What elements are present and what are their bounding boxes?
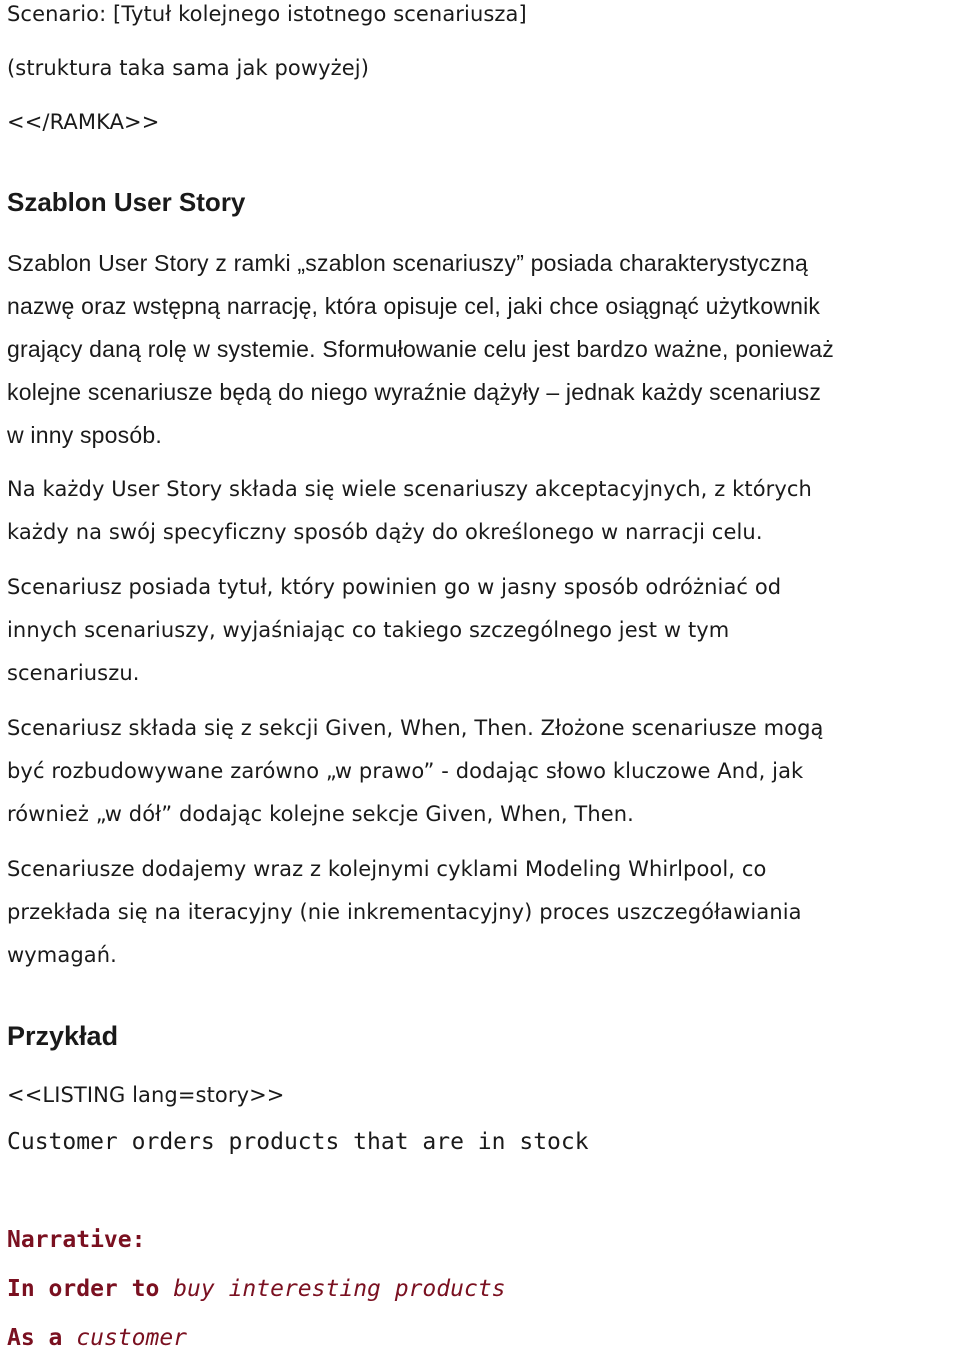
as-a-keyword: As a <box>7 1325 63 1351</box>
story-title: Customer orders products that are in stock <box>7 1129 589 1155</box>
paragraph-1-line-1: Szablon User Story z ramki „szablon scenariuszy” posiada charakterystyczną <box>7 250 808 276</box>
paragraph-1-line-4: kolejne scenariusze będą do niego wyraźnie dążyły – jednak każdy scenariusz <box>7 379 822 405</box>
paragraph-3-line-3: scenariuszu. <box>7 661 140 685</box>
paragraph-3-line-1: Scenariusz posiada tytuł, który powinien go w jasny sposób odróżniać od <box>7 575 782 599</box>
in-order-to-line <box>7 1274 506 1304</box>
scenario-title-line: Scenario: [Tytuł kolejnego istotnego scenariusza] <box>7 2 527 26</box>
paragraph-1-line-3: grający daną rolę w systemie. Sformułowanie celu jest bardzo ważne, ponieważ <box>7 336 834 362</box>
paragraph-2-line-2: każdy na swój specyficzny sposób dąży do określonego w narracji celu. <box>7 520 763 544</box>
frame-end-tag: <</RAMKA>> <box>7 110 160 134</box>
paragraph-5-line-2: przekłada się na iteracyjny (nie inkrementacyjny) proces uszczegóławiania <box>7 900 802 924</box>
as-a-value: customer <box>76 1325 188 1351</box>
paragraph-3-line-2: innych scenariuszy, wyjaśniając co takiego szczególnego jest w tym <box>7 618 730 642</box>
paragraph-4-line-1: Scenariusz składa się z sekcji Given, When, Then. Złożone scenariusze mogą <box>7 716 824 740</box>
in-order-to-value: buy interesting products <box>173 1276 506 1302</box>
paragraph-4-line-2: być rozbudowywane zarówno „w prawo” - dodając słowo kluczowe And, jak <box>7 759 804 783</box>
paragraph-1-line-5: w inny sposób. <box>7 422 162 448</box>
as-a-line <box>7 1323 187 1353</box>
narrative-label: Narrative: <box>7 1227 146 1253</box>
section-heading-przyklad: Przykład <box>7 1021 119 1051</box>
listing-tag: <<LISTING lang=story>> <box>7 1083 285 1107</box>
paragraph-5-line-3: wymagań. <box>7 943 117 967</box>
paragraph-4-line-3: również „w dół” dodając kolejne sekcje Given, When, Then. <box>7 802 634 826</box>
section-heading-szablon: Szablon User Story <box>7 187 246 217</box>
paragraph-2-line-1: Na każdy User Story składa się wiele scenariuszy akceptacyjnych, z których <box>7 477 812 501</box>
in-order-to-keyword: In order to <box>7 1276 160 1302</box>
structure-note-line: (struktura taka sama jak powyżej) <box>7 56 370 80</box>
paragraph-1-line-2: nazwę oraz wstępną narrację, która opisuje cel, jaki chce osiągnąć użytkownik <box>7 293 821 319</box>
paragraph-5-line-1: Scenariusze dodajemy wraz z kolejnymi cyklami Modeling Whirlpool, co <box>7 857 767 881</box>
